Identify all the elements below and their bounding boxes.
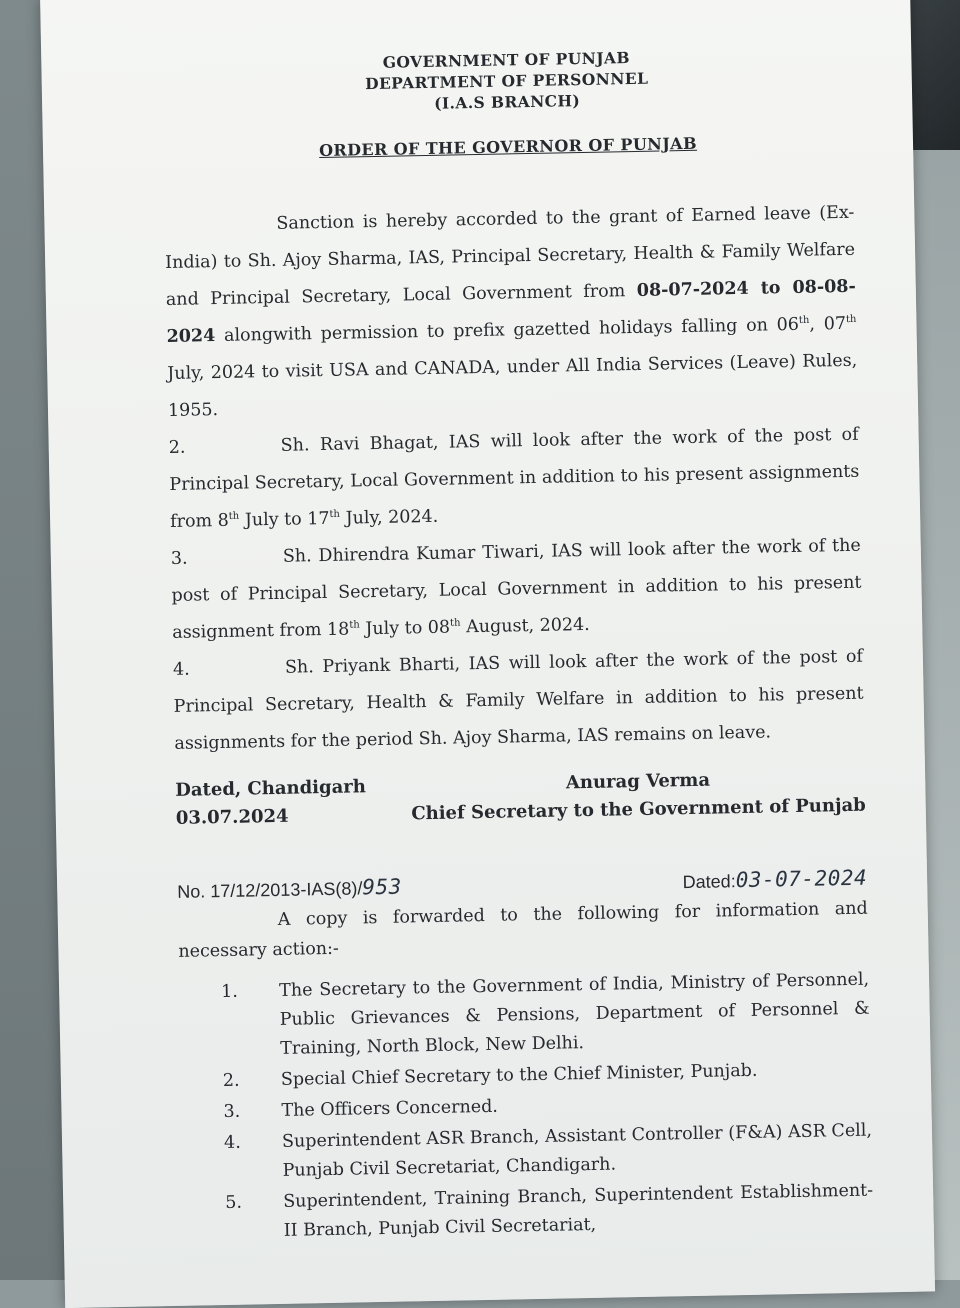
paragraph-number: 4. xyxy=(172,659,190,680)
paragraph-1-text: July, 2024 to visit USA and CANADA, under All India Services (Leave) Rules, 1955. xyxy=(167,350,858,421)
header-branch: (I.A.S BRANCH) xyxy=(433,91,581,113)
signature-block xyxy=(175,764,866,839)
header-department: DEPARTMENT OF PERSONNEL xyxy=(364,68,649,94)
paragraph-1 xyxy=(164,195,858,430)
paragraph-4-text: Sh. Priyank Bharti, IAS will look after the work of the post of Principal Secretary, Health & Family Welfare in addition to his present assignments for the period Sh. Ajoy Sharma, IAS remains on leave. xyxy=(173,646,864,754)
superscript: th xyxy=(329,508,341,521)
indent-spacer xyxy=(178,925,278,927)
order-date: 03.07.2024 xyxy=(175,805,289,829)
paragraph-2-text: July to 17 xyxy=(239,508,330,531)
paragraph-2 xyxy=(168,417,860,541)
endorsement-dated-label: Dated: xyxy=(682,871,736,893)
paragraph-2-text: July, 2024. xyxy=(339,506,439,529)
signatory xyxy=(411,764,866,829)
distribution-list xyxy=(179,966,874,1248)
list-item-text: The Officers Concerned. xyxy=(281,1096,499,1121)
list-number: 1. xyxy=(220,981,239,1003)
copy-forward-sentence: A copy is forwarded to the following for information and necessary action:- xyxy=(178,898,868,962)
paragraph-1-text: , 07 xyxy=(809,313,847,335)
superscript: th xyxy=(798,314,810,327)
list-item xyxy=(182,1117,873,1188)
list-number: 4. xyxy=(223,1132,241,1154)
list-number: 5. xyxy=(225,1192,243,1214)
paragraph-number: 3. xyxy=(170,548,188,569)
paragraph-3 xyxy=(171,528,863,652)
list-item xyxy=(179,966,871,1066)
paragraph-3-text: August, 2024. xyxy=(460,614,590,638)
paragraph-1-text: alongwith permission to prefix gazetted holidays falling on 06 xyxy=(215,314,800,347)
superscript: th xyxy=(449,617,461,629)
list-item-text: The Secretary to the Government of India, Ministry of Personnel, Public Grievances & Pensions, Department of Personnel & Training, North Block, New Delhi. xyxy=(278,969,870,1059)
leave-dates: 08-07-2024 to 08-08-2024 xyxy=(166,276,856,347)
document-content xyxy=(161,43,874,1266)
paragraph-3-text: Sh. Dhirendra Kumar Tiwari, IAS will look after the work of the post of Principal Secretary, Local Government in addition to his present assignment from 18 xyxy=(171,535,862,643)
superscript: th xyxy=(845,313,857,326)
paragraph-4 xyxy=(173,639,865,763)
paragraph-1-text: Sanction is hereby accorded to the grant of Earned leave (Ex-India) to Sh. Ajoy Sharma, IAS, Principal Secretary, Health & Family Welfare and Principal Secretary, Local Government from xyxy=(164,202,856,310)
dated-label: Dated, Chandigarh xyxy=(175,776,367,801)
signatory-designation: Chief Secretary to the Government of Punjab xyxy=(411,794,866,825)
list-item-text: Superintendent ASR Branch, Assistant Controller (F&A) ASR Cell, Punjab Civil Secretariat, Chandigarh. xyxy=(281,1120,873,1181)
list-item-text: Special Chief Secretary to the Chief Minister, Punjab. xyxy=(280,1060,758,1090)
endorsement-number-prefix: No. 17/12/2013-IAS(8)/ xyxy=(177,878,363,902)
list-number: 3. xyxy=(223,1101,241,1123)
header-government: GOVERNMENT OF PUNJAB xyxy=(382,48,631,72)
list-item xyxy=(183,1177,874,1248)
list-number: 2. xyxy=(222,1070,240,1092)
document-page xyxy=(40,0,935,1308)
handwritten-number: 953 xyxy=(362,874,402,900)
signatory-name: Anurag Verma xyxy=(565,769,711,794)
superscript: th xyxy=(349,619,360,631)
paragraph-2-text: Sh. Ravi Bhagat, IAS will look after the work of the post of Principal Secretary, Local Government in addition to his present assignments from 8 xyxy=(169,424,860,532)
paragraph-3-text: July to 08 xyxy=(359,617,451,640)
handwritten-date: 03-07-2024 xyxy=(735,865,868,893)
endorsement-date xyxy=(682,860,867,902)
endorsement-number xyxy=(177,869,402,911)
superscript: th xyxy=(228,510,240,522)
dated-place xyxy=(175,773,367,833)
order-title: ORDER OF THE GOVERNOR OF PUNJAB xyxy=(318,133,698,161)
list-item-text: Superintendent, Training Branch, Superintendent Establishment-II Branch, Punjab Civil Secretariat, xyxy=(283,1180,874,1241)
paragraph-number: 2. xyxy=(168,437,186,458)
